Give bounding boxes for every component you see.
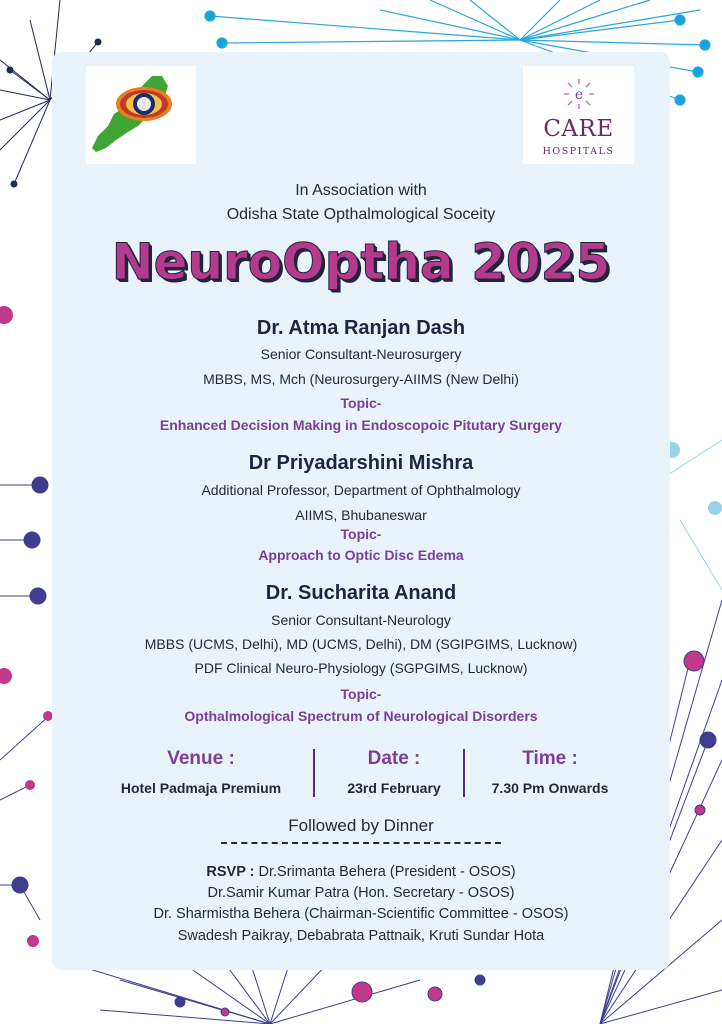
speaker-2-name: Dr Priyadarshini Mishra — [248, 452, 474, 474]
venue-value: Hotel Padmaja Premium — [120, 780, 282, 796]
speaker-1-qualification: MBBS, MS, Mch (Neurosurgery-AIIMS (New Delhi) — [203, 371, 519, 387]
speaker-2-topic-label: Topic- — [340, 526, 382, 542]
venue-block — [116, 748, 286, 796]
svg-text:e: e — [574, 87, 584, 103]
date-block — [324, 748, 464, 796]
rsvp-contact-1: Dr.Srimanta Behera (President - OSOS) — [258, 864, 516, 880]
speaker-2-affiliation: AIIMS, Bhubaneswar — [295, 507, 427, 523]
rsvp-contact-3: Dr. Sharmistha Behera (Chairman-Scientific Committee - OSOS) — [153, 906, 569, 922]
rsvp-label: RSVP : — [206, 864, 255, 880]
speaker-3-fellowship: PDF Clinical Neuro-Physiology (SGPGIMS, Lucknow) — [194, 660, 528, 676]
purple-left-dots-decoration — [0, 306, 53, 947]
date-label: Date : — [367, 748, 421, 769]
time-label: Time : — [522, 748, 578, 769]
venue-label: Venue : — [167, 748, 235, 769]
speaker-1-topic-label: Topic- — [340, 395, 382, 411]
speaker-3-role: Senior Consultant-Neurology — [271, 612, 451, 628]
info-divider — [313, 749, 315, 797]
odisha-eye-icon — [86, 66, 196, 164]
time-block — [482, 748, 618, 796]
rsvp-line-1 — [52, 864, 670, 880]
invitation-card — [52, 52, 670, 970]
speaker-1-topic: Enhanced Decision Making in Endoscopoic Pitutary Surgery — [159, 417, 563, 433]
speaker-3-name: Dr. Sucharita Anand — [265, 582, 457, 604]
care-e-sunburst-icon — [563, 78, 595, 110]
association-line-1: In Association with — [295, 182, 427, 199]
care-logo-text: CARE — [543, 116, 614, 142]
association-line-2: Odisha State Opthalmological Soceity — [226, 206, 496, 223]
info-divider — [463, 749, 465, 797]
speaker-3-topic: Opthalmological Spectrum of Neurological Disorders — [184, 708, 538, 724]
speaker-1-name: Dr. Atma Ranjan Dash — [256, 317, 466, 339]
speaker-3-topic-label: Topic- — [340, 686, 382, 702]
dinner-note: Followed by Dinner — [288, 816, 434, 835]
care-hospitals-logo — [523, 66, 634, 164]
event-title: NeuroOptha 2025 — [111, 233, 611, 291]
speaker-1-role: Senior Consultant-Neurosurgery — [260, 346, 462, 362]
time-value: 7.30 Pm Onwards — [491, 780, 609, 796]
rsvp-contact-4: Swadesh Paikray, Debabrata Pattnaik, Kruti Sundar Hota — [177, 928, 545, 944]
date-value: 23rd February — [347, 780, 441, 796]
hospitals-logo-text: HOSPITALS — [542, 146, 615, 157]
speaker-2-topic: Approach to Optic Disc Edema — [258, 547, 464, 563]
rsvp-contact-2: Dr.Samir Kumar Patra (Hon. Secretary - OSOS) — [207, 885, 515, 901]
osos-logo — [86, 66, 196, 164]
speaker-2-role: Additional Professor, Department of Ophthalmology — [201, 482, 521, 498]
dashed-divider — [221, 842, 501, 844]
speaker-3-qualification: MBBS (UCMS, Delhi), MD (UCMS, Delhi), DM (SGIPGIMS, Lucknow) — [144, 636, 578, 652]
